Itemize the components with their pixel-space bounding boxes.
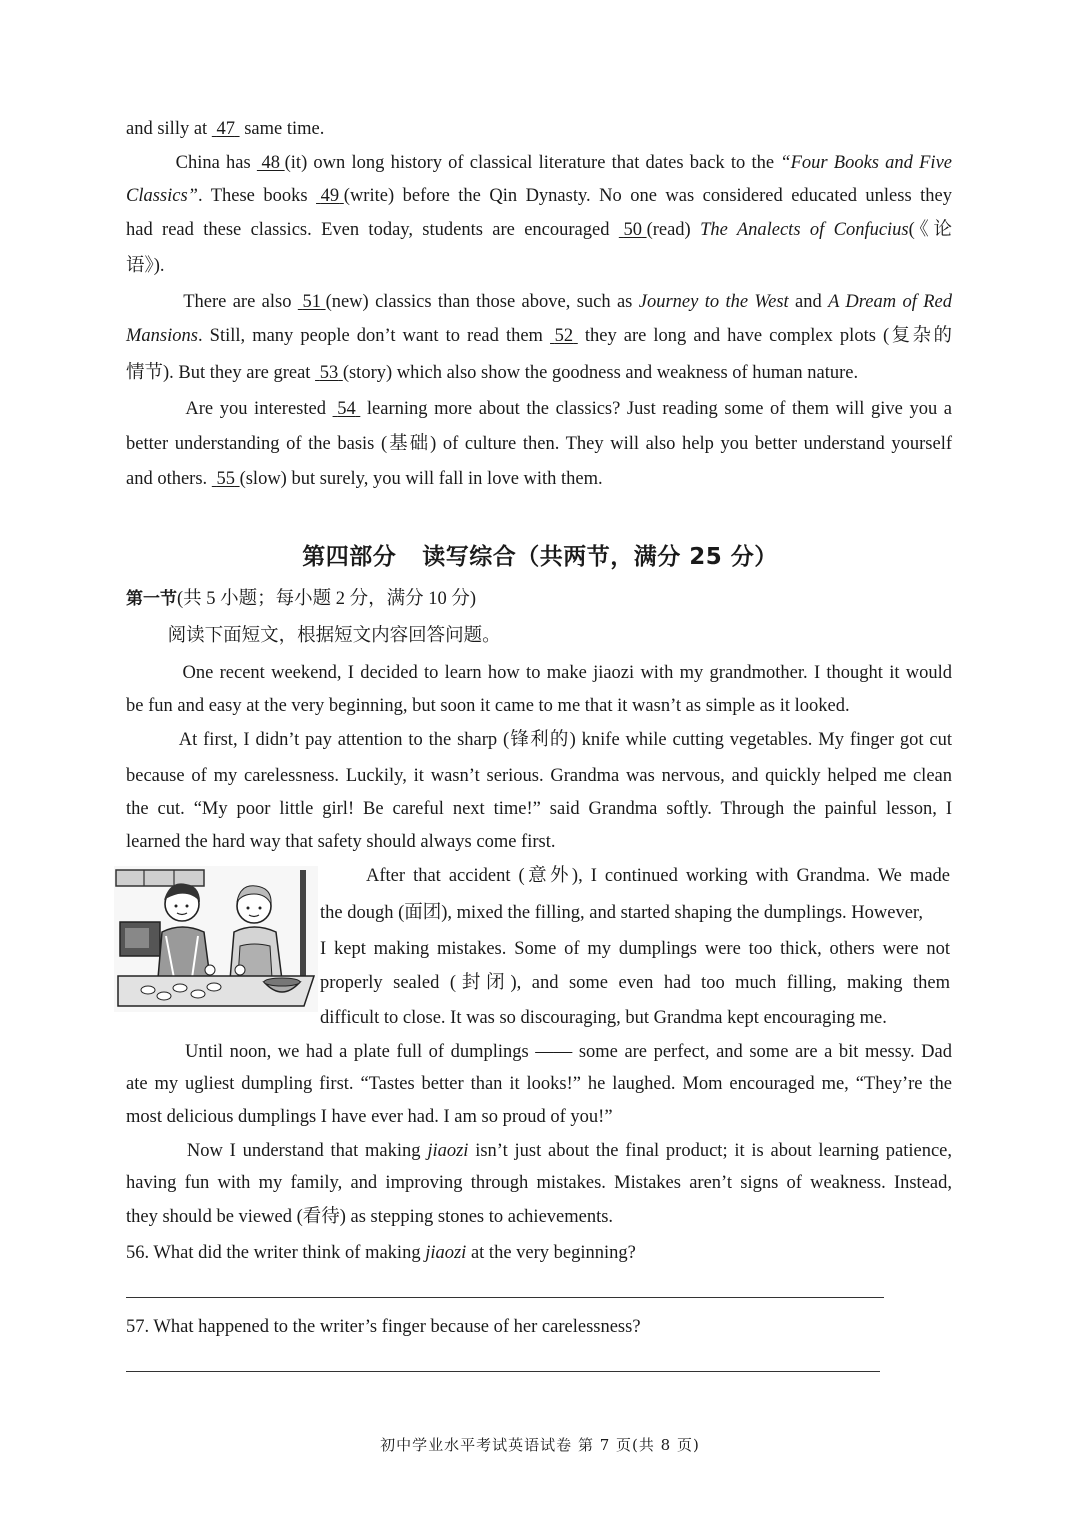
cloze-line-7: Mansions. Still, many people don’t want to read them 52 they are long and have complex plots (复杂的: [126, 323, 952, 349]
passage-line: difficult to close. It was so discouraging, but Grandma kept encouraging me.: [320, 1008, 887, 1028]
cloze-line-11: and others. 55 (slow) but surely, you will fall in love with them.: [126, 466, 952, 492]
page-footer: 初中学业水平考试英语试卷 第 7 页(共 8 页): [380, 1436, 700, 1454]
blank-50: 50: [623, 220, 642, 240]
question-56: 56. What did the writer think of making jiaozi at the very beginning?: [126, 1243, 636, 1263]
passage-line: After that accident (意外), I continued working with Grandma. We made: [366, 866, 950, 886]
sub-section-heading: 第一节(共 5 小题；每小题 2 分，满分 10 分): [126, 589, 477, 609]
passage-line: most delicious dumplings I have ever had. I am so proud of you!”: [126, 1107, 613, 1127]
answer-line-56[interactable]: [126, 1297, 884, 1298]
passage-line: At first, I didn’t pay attention to the sharp (锋利的) knife while cutting vegetables. My finger got cut: [178, 730, 953, 750]
passage-line: because of my carelessness. Luckily, it wasn’t serious. Grandma was nervous, and quickly helped me clean: [126, 766, 952, 786]
cloze-line-1: and silly at 47 same time.: [126, 116, 952, 142]
passage-line: they should be viewed (看待) as stepping stones to achievements.: [126, 1207, 614, 1227]
cloze-line-4: had read these classics. Even today, students are encouraged 50 (read) The Analects of Confucius(《论: [126, 217, 952, 243]
passage-line: Now I understand that making jiaozi isn’t just about the final product; it is about learning patience,: [186, 1141, 953, 1161]
section-title: 第四部分 读写综合（共两节，满分 25 分）: [302, 544, 778, 570]
blank-47: 47: [216, 119, 235, 139]
cloze-line-5: 语》).: [126, 256, 165, 276]
cloze-line-9: Are you interested 54 learning more about the classics? Just reading some of them will give you a: [126, 396, 952, 422]
blank-48: 48: [261, 153, 280, 173]
passage-line: Until noon, we had a plate full of dumplings —— some are perfect, and some are a bit messy. Dad: [184, 1042, 952, 1062]
instruction: 阅读下面短文，根据短文内容回答问题。: [167, 626, 501, 646]
blank-52: 52: [554, 326, 574, 346]
dumpling-making-illustration: [114, 866, 318, 1012]
question-57: 57. What happened to the writer’s finger because of her carelessness?: [126, 1317, 641, 1337]
blank-53: 53: [319, 363, 339, 383]
blank-54: 54: [337, 399, 356, 419]
blank-51: 51: [302, 292, 321, 312]
cloze-line-8: 情节). But they are great 53 (story) which also show the goodness and weakness of human nature.: [126, 360, 952, 386]
passage-line: One recent weekend, I decided to learn how to make jiaozi with my grandmother. I thought it would: [182, 663, 953, 683]
blank-55: 55: [216, 469, 235, 489]
blank-49: 49: [320, 186, 340, 206]
passage-line: the cut. “My poor little girl! Be careful next time!” said Grandma softly. Through the painful lesson, I: [126, 799, 952, 819]
cloze-line-10: better understanding of the basis (基础) of culture then. They will also help you better understand yourself: [126, 434, 952, 454]
answer-line-57[interactable]: [126, 1371, 880, 1372]
passage-line: I kept making mistakes. Some of my dumplings were too thick, others were not: [320, 939, 950, 959]
passage-line: ate my ugliest dumpling first. “Tastes better than it looks!” he laughed. Mom encouraged me, “They’re the: [126, 1074, 952, 1094]
cloze-line-3: Classics”. These books 49 (write) before the Qin Dynasty. No one was considered educated unless they: [126, 183, 952, 209]
passage-line: learned the hard way that safety should always come first.: [126, 832, 556, 852]
passage-line: having fun with my family, and improving through mistakes. Mistakes aren’t signs of weakness. Instead,: [126, 1173, 952, 1193]
passage-line: properly sealed (封闭), and some even had too much filling, making them: [320, 973, 950, 993]
passage-line: the dough (面团), mixed the filling, and started shaping the dumplings. However,: [320, 903, 923, 923]
cloze-line-6: There are also 51 (new) classics than those above, such as Journey to the West and A Dream of Red: [126, 289, 952, 315]
passage-line: be fun and easy at the very beginning, but soon it came to me that it wasn’t as simple as it looked.: [126, 696, 850, 716]
cloze-line-2: China has 48 (it) own long history of classical literature that dates back to the “Four Books and Five: [126, 150, 952, 176]
